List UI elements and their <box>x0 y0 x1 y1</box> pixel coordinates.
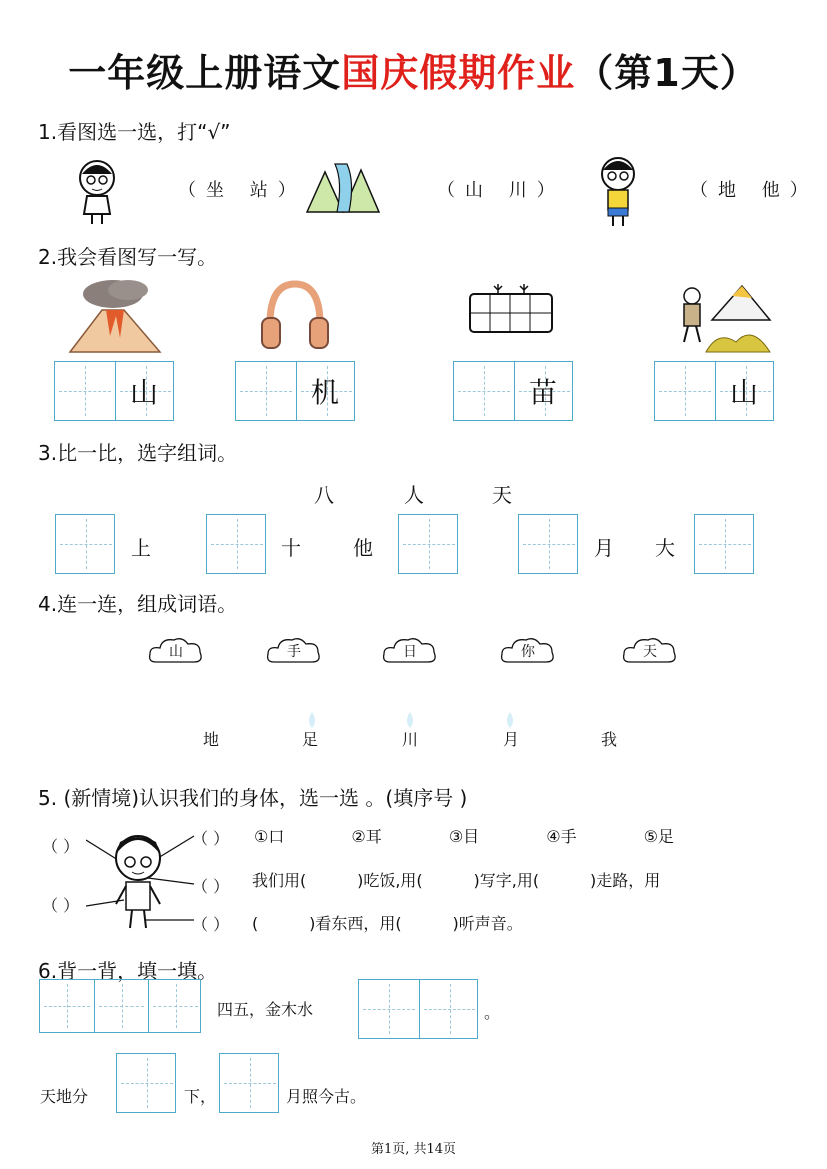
page-footer: 第1页, 共14页 <box>370 1142 457 1157</box>
q3-word-4: 月 <box>594 536 614 560</box>
q4-bottom-4[interactable]: 月 <box>503 730 520 749</box>
q6-line2-start: 天地分 <box>40 1087 89 1106</box>
q2-char-3: 苗 <box>528 376 557 409</box>
cloud-1[interactable] <box>148 636 204 666</box>
q3-box-2[interactable] <box>206 514 266 574</box>
cloud-4-label: 你 <box>521 644 535 660</box>
q5-option-2: ②耳 <box>351 827 382 846</box>
mountain-river-icon <box>305 162 381 214</box>
q2-char-1: 山 <box>129 376 158 409</box>
q5-option-3: ③目 <box>448 827 480 846</box>
hiker-mountain-icon <box>656 280 772 354</box>
q5-paren-right-2[interactable]: （ ） <box>192 877 230 896</box>
q6-box-1[interactable] <box>39 979 201 1033</box>
q3-word-1: 上 <box>131 536 151 560</box>
q2-box-3[interactable] <box>453 361 573 421</box>
q5-option-5: ⑤足 <box>643 827 674 846</box>
q3-choice-3: 天 <box>492 483 512 507</box>
q1-option-2[interactable]: （山 川） <box>437 180 565 201</box>
title-day: （第1天） <box>575 51 759 95</box>
headphones-icon <box>260 278 330 354</box>
q6-line2-end: 月照今古。 <box>286 1087 367 1106</box>
q6-line2-mid: 下， <box>184 1087 217 1106</box>
q3-box-5[interactable] <box>694 514 754 574</box>
q5-sentence-1[interactable]: 我们用( )吃饭,用( )写字,用( )走路，用 <box>252 871 661 890</box>
q1-option-1[interactable]: （坐 站） <box>178 180 306 201</box>
q3-choice-1: 八 <box>314 483 334 507</box>
q5-sentence-2[interactable]: ( )看东西，用( )听声音。 <box>252 914 523 933</box>
cloud-3[interactable] <box>382 636 438 666</box>
q5-paren-right-1[interactable]: （ ） <box>192 829 230 848</box>
cloud-5-label: 天 <box>643 644 657 660</box>
q5-option-4: ④手 <box>546 827 577 846</box>
droplet-icon <box>404 712 416 728</box>
q6-line1-end: 。 <box>484 1003 501 1022</box>
cloud-5[interactable] <box>622 636 678 666</box>
q5-label: 5. (新情境)认识我们的身体，选一选 。(填序号 ) <box>38 786 468 810</box>
cloud-2-label: 手 <box>287 644 301 660</box>
q4-bottom-2[interactable]: 足 <box>302 730 319 749</box>
q4-bottom-3[interactable]: 川 <box>402 730 419 749</box>
volcano-icon <box>68 276 162 354</box>
cloud-1-label: 山 <box>169 644 183 660</box>
q5-options <box>254 824 674 847</box>
girl-icon <box>72 156 122 226</box>
q3-word-2: 十 <box>281 536 301 560</box>
q2-label: 2.我会看图写一写。 <box>38 245 218 269</box>
q6-box-3[interactable] <box>116 1053 176 1113</box>
title-red: 国庆假期作业 <box>341 51 576 95</box>
q2-box-4[interactable] <box>654 361 774 421</box>
seedling-tray-icon <box>468 280 554 336</box>
q3-word-5: 大 <box>655 536 675 560</box>
q6-box-2[interactable] <box>358 979 478 1039</box>
q5-paren-left-1[interactable]: （ ） <box>42 837 80 856</box>
q3-box-4[interactable] <box>518 514 578 574</box>
q6-line1-mid: 四五，金木水 <box>217 1000 314 1019</box>
q2-char-4: 山 <box>729 376 758 409</box>
q5-paren-right-3[interactable]: （ ） <box>192 915 230 934</box>
boy-icon <box>598 154 638 228</box>
q4-label: 4.连一连，组成词语。 <box>38 592 238 616</box>
q5-option-1: ①口 <box>254 827 285 846</box>
q6-label: 6.背一背，填一填。 <box>38 959 218 983</box>
q1-option-3[interactable]: （地 他） <box>690 180 818 201</box>
cloud-4[interactable] <box>500 636 556 666</box>
q4-bottom-5[interactable]: 我 <box>601 730 618 749</box>
cloud-3-label: 日 <box>403 644 417 660</box>
q2-box-1[interactable] <box>54 361 174 421</box>
q3-word-3: 他 <box>353 536 373 560</box>
q3-box-3[interactable] <box>398 514 458 574</box>
q5-paren-left-2[interactable]: （ ） <box>42 896 80 915</box>
droplet-icon <box>504 712 516 728</box>
q3-box-1[interactable] <box>55 514 115 574</box>
q2-char-2: 机 <box>310 376 339 409</box>
q3-label: 3.比一比，选字组词。 <box>38 441 238 465</box>
page-title <box>0 42 827 97</box>
q2-box-2[interactable] <box>235 361 355 421</box>
q6-box-4[interactable] <box>219 1053 279 1113</box>
title-black: 一年级上册语文 <box>68 51 342 95</box>
body-figure-icon <box>86 824 196 930</box>
q4-bottom-1[interactable]: 地 <box>203 730 220 749</box>
q1-label: 1.看图选一选，打“√” <box>38 120 231 144</box>
q3-choice-2: 人 <box>404 483 424 507</box>
cloud-2[interactable] <box>266 636 322 666</box>
droplet-icon <box>306 712 318 728</box>
